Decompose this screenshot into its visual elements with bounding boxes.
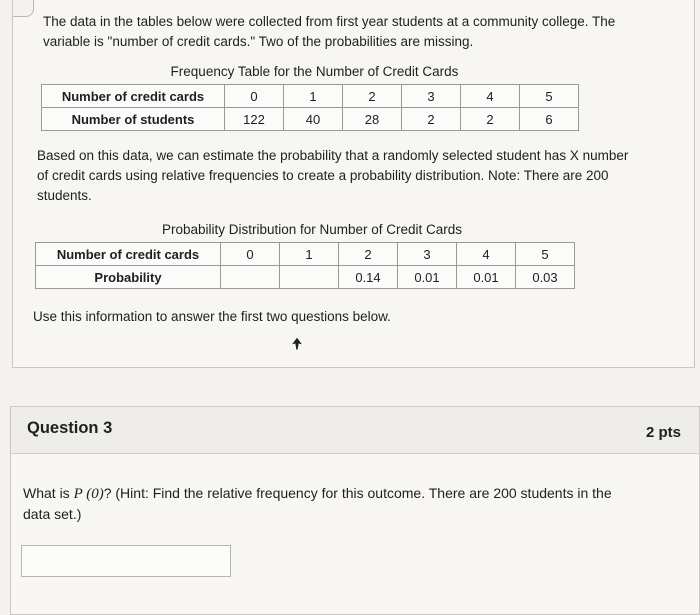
table-cell: 6 (520, 108, 579, 131)
table-cell: 2 (343, 85, 402, 108)
table-cell: 2 (461, 108, 520, 131)
frequency-table (41, 84, 579, 131)
table-cell: 3 (398, 243, 457, 266)
table-cell: 1 (280, 243, 339, 266)
table-cell: 5 (516, 243, 575, 266)
probability-table-caption: Probability Distribution for Number of Credit Cards (161, 222, 463, 237)
table-row (42, 108, 579, 131)
row-header: Number of credit cards (36, 243, 221, 266)
prompt-text-after: ? (Hint: Find the relative frequency for this outcome. There are 200 students in the (103, 485, 612, 501)
prompt-text-before: What is (23, 485, 74, 501)
table-cell: 122 (225, 108, 284, 131)
table-cell: 0 (225, 85, 284, 108)
answer-input[interactable] (21, 545, 231, 577)
question-title: Question 3 (27, 419, 113, 437)
table-cell: 0.14 (339, 266, 398, 289)
probability-table (35, 242, 575, 289)
info-card (12, 0, 695, 368)
frequency-table-caption: Frequency Table for the Number of Credit Cards (170, 64, 459, 79)
table-cell: 0.03 (516, 266, 575, 289)
table-cell: 1 (284, 85, 343, 108)
table-cell: 28 (343, 108, 402, 131)
row-header: Probability (36, 266, 221, 289)
table-cell: 4 (457, 243, 516, 266)
intro-text (43, 12, 683, 52)
table-cell: 0 (221, 243, 280, 266)
table-cell: 5 (520, 85, 579, 108)
table-cell-blank (280, 266, 339, 289)
estimate-line-1: Based on this data, we can estimate the probability that a randomly selected student has X number (37, 148, 629, 163)
estimate-line-2: of credit cards using relative frequencies to create a probability distribution. Note: There are 200 (37, 168, 609, 183)
table-cell-blank (221, 266, 280, 289)
table-cell: 2 (339, 243, 398, 266)
table-cell: 0.01 (398, 266, 457, 289)
row-header: Number of credit cards (42, 85, 225, 108)
table-cell: 0.01 (457, 266, 516, 289)
prompt-math: P (0) (73, 486, 104, 502)
row-header: Number of students (42, 108, 225, 131)
question-card (10, 406, 700, 615)
estimate-line-3: students. (37, 188, 92, 203)
table-row (42, 85, 579, 108)
table-cell: 4 (461, 85, 520, 108)
table-cell: 2 (402, 108, 461, 131)
question-prompt (23, 483, 673, 524)
table-cell: 40 (284, 108, 343, 131)
card-corner-tab (13, 0, 34, 17)
mouse-cursor-icon (290, 336, 304, 352)
table-row (36, 243, 575, 266)
intro-line-1: The data in the tables below were collected from first year students at a community college. The (43, 14, 616, 29)
intro-line-2: variable is "number of credit cards." Two of the probabilities are missing. (43, 34, 474, 49)
question-header (11, 407, 699, 454)
estimate-paragraph (37, 146, 687, 206)
use-info-text: Use this information to answer the first two questions below. (33, 309, 391, 324)
question-points: 2 pts (645, 424, 681, 441)
table-row (36, 266, 575, 289)
prompt-line-2: data set.) (23, 506, 82, 522)
table-cell: 3 (402, 85, 461, 108)
